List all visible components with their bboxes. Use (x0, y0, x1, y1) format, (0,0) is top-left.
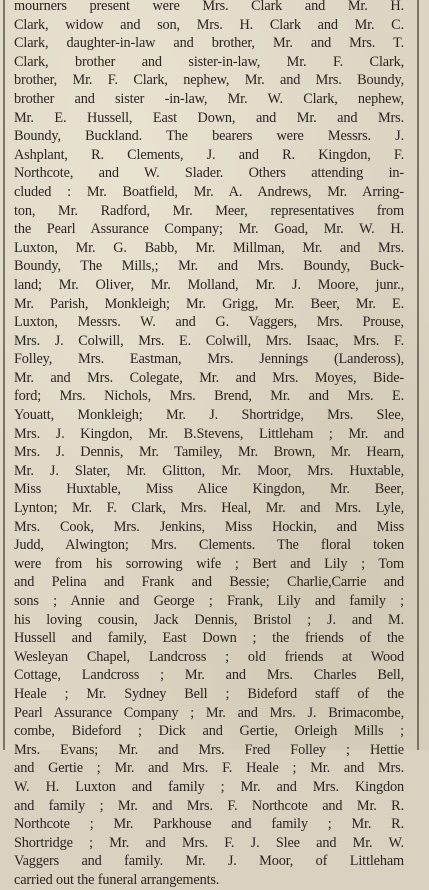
article-line: Pearl Assurance Company ; Mr. and Mrs. J. Brimacombe, (14, 704, 404, 721)
article-line: combe, Bideford ; Dick and Gertie, Orleigh Mills ; (14, 723, 404, 740)
article-line: Clark, widow and son, Mrs. H. Clark and Mr. C. (14, 16, 404, 33)
article-line: brother and sister -in-law, Mr. W. Clark, nephew, (14, 90, 404, 107)
article-line: Luxton, Messrs. W. and G. Vaggers, Mrs. Prouse, (14, 314, 404, 331)
article-line: and Pelina and Frank and Bessie; Charlie,Carrie and (14, 574, 404, 591)
article-line: Mr. E. Hussell, East Down, and Mr. and Mrs. (14, 109, 404, 126)
article-line: Clark, brother and sister-in-law, Mr. F. Clark, (14, 53, 404, 70)
article-column (14, 0, 404, 890)
article-line: Shortridge ; Mr. and Mrs. F. J. Slee and Mr. W. (14, 834, 404, 851)
article-line: Mrs. Cook, Mrs. Jenkins, Miss Hockin, and Miss (14, 518, 404, 535)
article-line: sons ; Annie and George ; Frank, Lily and family ; (14, 593, 404, 609)
article-line: Mrs. Evans; Mr. and Mrs. Fred Folley ; Hettie (14, 741, 404, 758)
article-line: Miss Huxtable, Miss Alice Kingdon, Mr. Beer, (14, 481, 404, 498)
article-line: the Pearl Assurance Company; Mr. Goad, Mr. W. H. (14, 221, 404, 238)
article-line: Mrs. J. Dennis, Mr. Tamiley, Mr. Brown, Mr. Hearn, (14, 444, 404, 461)
article-line: and Gertie ; Mr. and Mrs. F. Heale ; Mr. and Mrs. (14, 760, 404, 777)
article-line: Folley, Mrs. Eastman, Mrs. Jennings (Landeross), (14, 351, 404, 368)
column-rule-left (3, 0, 5, 750)
article-line: Heale ; Mr. Sydney Bell ; Bideford staff of the (14, 685, 404, 702)
article-line: cluded : Mr. Boatfield, Mr. A. Andrews, Mr. Arring- (14, 183, 404, 200)
article-line: Boundy, Buckland. The bearers were Messrs. J. (14, 128, 404, 145)
article-line: and family ; Mr. and Mrs. F. Northcote and Mr. R. (14, 797, 404, 814)
article-line: ton, Mr. Radford, Mr. Meer, representatives from (14, 202, 404, 219)
article-line: mourners present were Mrs. Clark and Mr. H. (14, 0, 404, 14)
article-line: carried out the funeral arrangements. (14, 871, 220, 888)
article-line: Judd, Alwington; Mrs. Clements. The floral token (14, 537, 404, 554)
article-line: Boundy, The Mills,; Mr. and Mrs. Boundy, Buck- (14, 258, 404, 275)
column-rule-right (417, 0, 419, 750)
article-line: Northcote ; Mr. Parkhouse and family ; Mr. R. (14, 816, 404, 833)
article-line: Mr. Parish, Monkleigh; Mr. Grigg, Mr. Beer, Mr. E. (14, 295, 404, 312)
article-line: his loving cousin, Jack Dennis, Bristol ; J. and M. (14, 611, 404, 628)
article-line: ford; Mrs. Nichols, Mrs. Brend, Mr. and Mrs. E. (14, 388, 404, 405)
article-line: Hussell and family, East Down ; the friends of the (14, 630, 404, 647)
article-line: Mr. J. Slater, Mr. Glitton, Mr. Moor, Mrs. Huxtable, (14, 462, 404, 479)
article-line: Mr. and Mrs. Colegate, Mr. and Mrs. Moyes, Bide- (14, 369, 404, 386)
article-line: brother, Mr. F. Clark, nephew, Mr. and Mrs. Boundy, (14, 72, 404, 89)
article-line: W. H. Luxton and family ; Mr. and Mrs. Kingdon (14, 778, 404, 795)
article-line: Wesleyan Chapel, Landcross ; old friends at Wood (14, 648, 404, 665)
article-line: Ashplant, R. Clements, J. and R. Kingdon, F. (14, 146, 404, 163)
article-line: Luxton, Mr. G. Babb, Mr. Millman, Mr. and Mrs. (14, 239, 404, 256)
article-line: Mrs. J. Kingdon, Mr. B.Stevens, Littleham ; Mr. and (14, 425, 404, 442)
article-line: Clark, daughter-in-law and brother, Mr. and Mrs. T. (14, 35, 404, 52)
article-line: Vaggers and family. Mr. J. Moor, of Littleham (14, 853, 404, 870)
article-line: land; Mr. Oliver, Mr. Molland, Mr. J. Moore, junr., (14, 276, 404, 293)
article-line: Mrs. J. Colwill, Mrs. E. Colwill, Mrs. Isaac, Mrs. F. (14, 332, 404, 349)
article-line: Youatt, Monkleigh; Mr. J. Shortridge, Mrs. Slee, (14, 407, 404, 424)
article-line: were from his sorrowing wife ; Bert and Lily ; Tom (14, 555, 404, 572)
article-line: Lynton; Mr. F. Clark, Mrs. Heal, Mr. and Mrs. Lyle, (14, 500, 404, 517)
article-line: Cottage, Landcross ; Mr. and Mrs. Charles Bell, (14, 667, 404, 684)
article-line: Northcote, and W. Slader. Others attending in- (14, 165, 404, 182)
